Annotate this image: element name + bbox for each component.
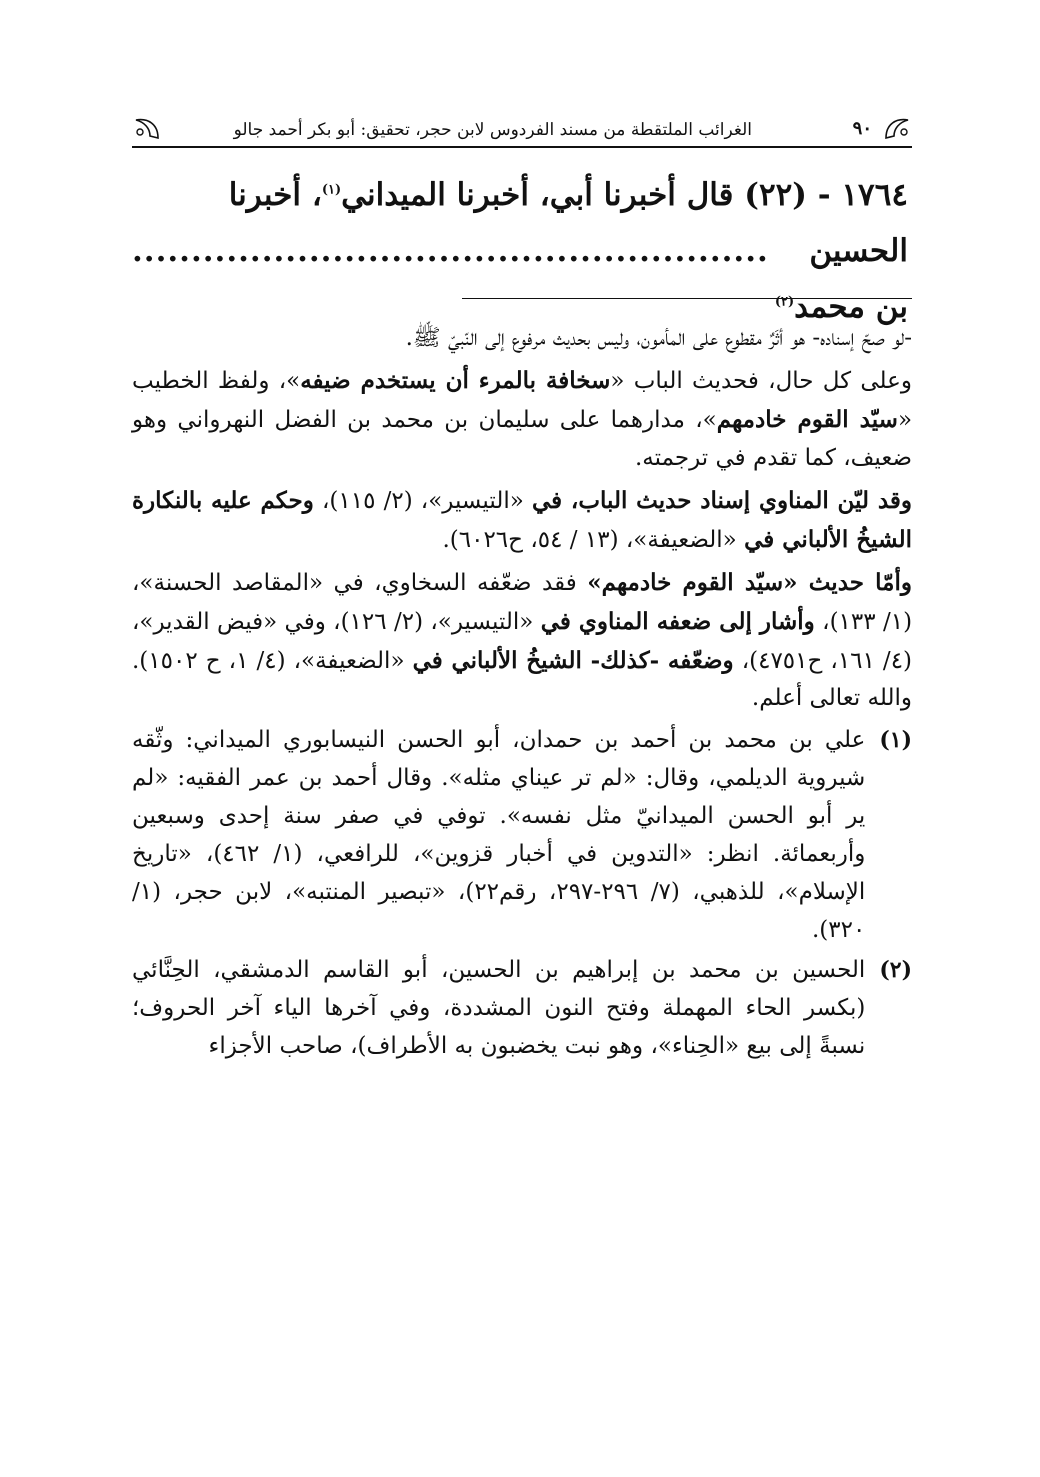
footnote-number: (٢)	[879, 957, 912, 983]
footnote-text: الحسين بن محمد بن إبراهيم بن الحسين، أبو القاسم الدمشقي، الحِنَّائي (بكسر الحاء المهملة وفتح النون المشددة، وفي آخرها الياء آخر الحروف؛ نسبةً إلى بيع «الحِناء»، وهو نبت يخضبون به الأطراف)، صاحب الأجزاء	[132, 957, 866, 1059]
running-title: الغرائب الملتقطة من مسند الفردوس لابن حجر، تحقيق: أبو بكر أحمد جالو	[233, 120, 752, 140]
hadith-chain: ١٧٦٤ - (٢٢) قال أخبرنا أبي، أخبرنا الميداني	[341, 177, 908, 213]
footnote-ref: (١)	[321, 182, 342, 198]
footnote	[132, 952, 912, 1066]
commentary-paragraph: وأمّا حديث «سيّد القوم خادمهم» فقد ضعّفه السخاوي، في «المقاصد الحسنة»، (١/ ١٣٣)، وأشار إلى ضعفه المناوي في «التيسير»، (٢/ ١٢٦)، وفي «فيض القدير»، (٤/ ١٦١، ح٤٧٥١)، وضعّفه -كذلك- الشيخُ الألباني في «الضعيفة»، (٤/ ١، ح ١٥٠٢). والله تعالى أعلم.	[132, 568, 913, 712]
commentary	[132, 320, 912, 1068]
page-number: ٩٠	[852, 118, 872, 139]
footnote	[132, 722, 912, 950]
commentary-paragraph: وعلى كل حال، فحديث الباب «سخافة بالمرء أن يستخدم ضيفه»، ولفظ الخطيب «سيّد القوم خادمهم»، مدارهما على سليمان بن محمد بن الفضل النهرواني وهو ضعيف، كما تقدم في ترجمته.	[132, 366, 913, 471]
hadith-narrator: الحسين بن محمد	[794, 232, 908, 325]
ellipsis-dots: ......................................................	[132, 232, 769, 269]
hadith-chain-end: ، أخبرنا	[228, 177, 322, 213]
footnote-separator	[462, 298, 912, 299]
ornament-icon	[132, 114, 162, 142]
footnote-number: (١)	[879, 727, 912, 754]
hadith-line	[132, 224, 908, 336]
commentary-paragraph: -لو صحّ إسناده- هو أثَرٌ مقطوع على المأمون، وليس بحديث مرفوع إلى النّبيّ ﷺ.	[405, 325, 912, 351]
header-rule	[132, 146, 912, 148]
ornament-icon	[882, 114, 912, 142]
hadith-line	[132, 168, 908, 224]
hadith-text	[132, 168, 908, 335]
footnote-text: علي بن محمد بن أحمد بن حمدان، أبو الحسن النيسابوري الميداني: وثّقه شيروية الديلمي، وقال: «لم تر عيناي مثله». وقال أحمد بن عمر الفقيه: «لم ير أبو الحسن الميدانيّ مثل نفسه». توفي في صفر سنة إحدى وسبعين وأربعمائة. انظر: «التدوين في أخبار قزوين»، للرافعي، (١/ ٤٦٢)، «تاريخ الإسلام»، للذهبي، (٧/ ٢٩٦-٢٩٧، رقم٢٢)، «تبصير المنتبه»، لابن حجر، (١/ ٣٢٠).	[132, 727, 866, 944]
commentary-paragraph: وقد ليّن المناوي إسناد حديث الباب، في «التيسير»، (٢/ ١١٥)، وحكم عليه بالنكارة الشيخُ الألباني في «الضعيفة»، (١٣ / ٥٤، ح٦٠٢٦).	[132, 486, 913, 553]
running-header	[132, 108, 912, 148]
footnote-ref: (٢)	[774, 294, 795, 310]
